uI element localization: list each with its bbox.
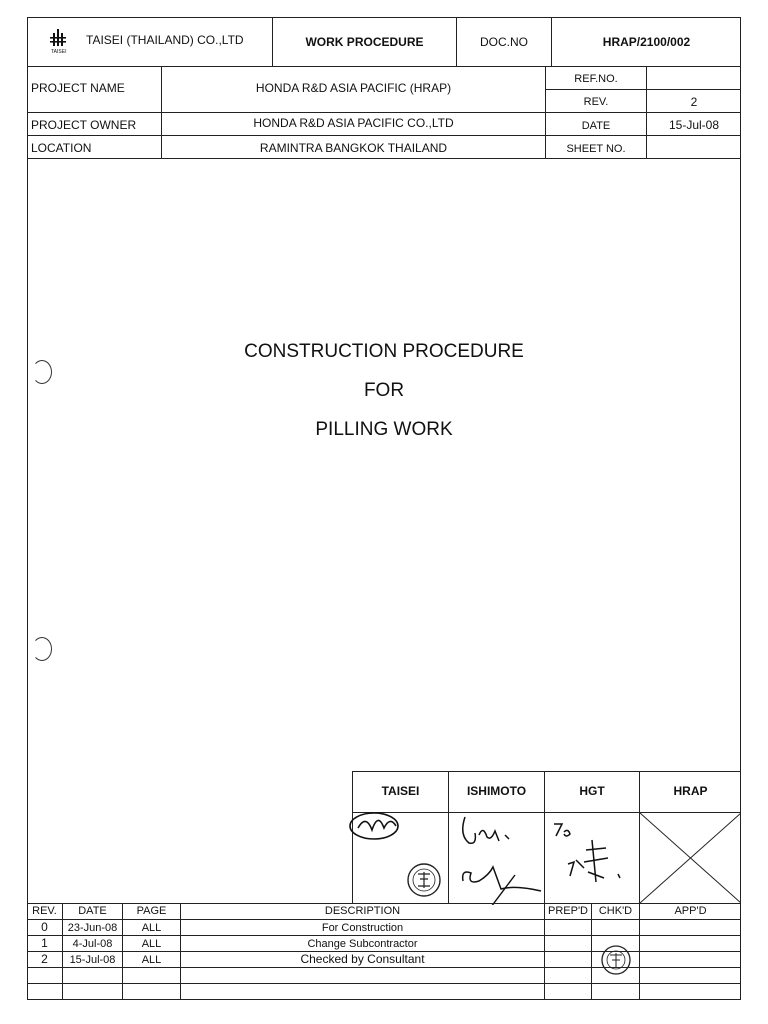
revision-row-description: For Construction: [321, 922, 404, 934]
page-header: PAGE: [136, 905, 167, 917]
ref-rev-divider: [545, 89, 741, 90]
revision-row-date: 15-Jul-08: [69, 954, 116, 966]
revision-row-date: 4-Jul-08: [72, 938, 113, 950]
appd-header: APP'D: [674, 905, 707, 917]
revision-row-rev: 2: [41, 952, 48, 966]
punch-hole-icon: [32, 637, 52, 661]
row-divider: [27, 112, 741, 113]
punch-hole-icon: [32, 360, 52, 384]
approval-taisei: TAISEI: [381, 784, 420, 798]
prepd-header: PREP'D: [548, 905, 588, 917]
date-header: DATE: [78, 905, 107, 917]
revision-row-date: 23-Jun-08: [67, 922, 118, 934]
hrap-cross-mark: [640, 813, 741, 903]
project-owner-label: PROJECT OWNER: [31, 118, 137, 132]
location-label: LOCATION: [31, 141, 92, 155]
revision-row-line: [27, 935, 741, 936]
sheet-no-label: SHEET NO.: [566, 143, 626, 155]
project-owner: HONDA R&D ASIA PACIFIC CO.,LTD: [253, 116, 454, 130]
revision-row-description: Checked by Consultant: [300, 952, 425, 966]
taisei-signature-icon: [348, 806, 408, 846]
doc-no: HRAP/2100/002: [602, 35, 691, 49]
ishimoto-signature-icon: [455, 815, 545, 905]
chkd-header: CHK'D: [598, 905, 633, 917]
revision-row-page: ALL: [141, 922, 162, 934]
chkd-seal-icon: [598, 944, 634, 976]
approval-ishimoto: ISHIMOTO: [466, 784, 527, 798]
project-name-label: PROJECT NAME: [31, 81, 125, 95]
date-value: 15-Jul-08: [668, 118, 720, 132]
header-divider: [27, 66, 741, 67]
revision-row-page: ALL: [141, 938, 162, 950]
rev-label: REV.: [583, 96, 609, 108]
col-divider: [646, 66, 647, 158]
date-label: DATE: [581, 120, 611, 132]
company-name: TAISEI (THAILAND) CO.,LTD: [86, 33, 244, 47]
rev-value: 2: [690, 95, 698, 109]
title-line-2: FOR: [363, 380, 405, 401]
approval-hgt: HGT: [579, 784, 605, 798]
revision-row-description: Change Subcontractor: [307, 938, 418, 950]
doc-no-label: DOC.NO: [480, 35, 528, 49]
doc-type: WORK PROCEDURE: [305, 35, 424, 49]
header-bottom-divider: [27, 158, 741, 159]
location: RAMINTRA BANGKOK THAILAND: [259, 141, 448, 155]
rev-header: REV.: [32, 905, 57, 917]
revision-row-rev: 0: [41, 920, 48, 934]
approval-top-line: [352, 771, 741, 772]
taisei-seal-icon: [404, 860, 444, 900]
hgt-signature-icon: [548, 818, 640, 888]
row-divider: [27, 135, 741, 136]
ref-no-label: REF.NO.: [574, 73, 618, 85]
revision-row-rev: 1: [41, 936, 48, 950]
description-header: DESCRIPTION: [324, 905, 401, 917]
project-name: HONDA R&D ASIA PACIFIC (HRAP): [255, 81, 452, 95]
approval-hrap: HRAP: [673, 784, 708, 798]
revision-header-line: [27, 919, 741, 920]
logo-text: TAISEI: [51, 49, 67, 55]
revision-row-page: ALL: [141, 954, 162, 966]
title-line-3: PILLING WORK: [315, 419, 453, 440]
title-line-1: CONSTRUCTION PROCEDURE: [244, 341, 524, 362]
revision-row-line: [27, 983, 741, 984]
